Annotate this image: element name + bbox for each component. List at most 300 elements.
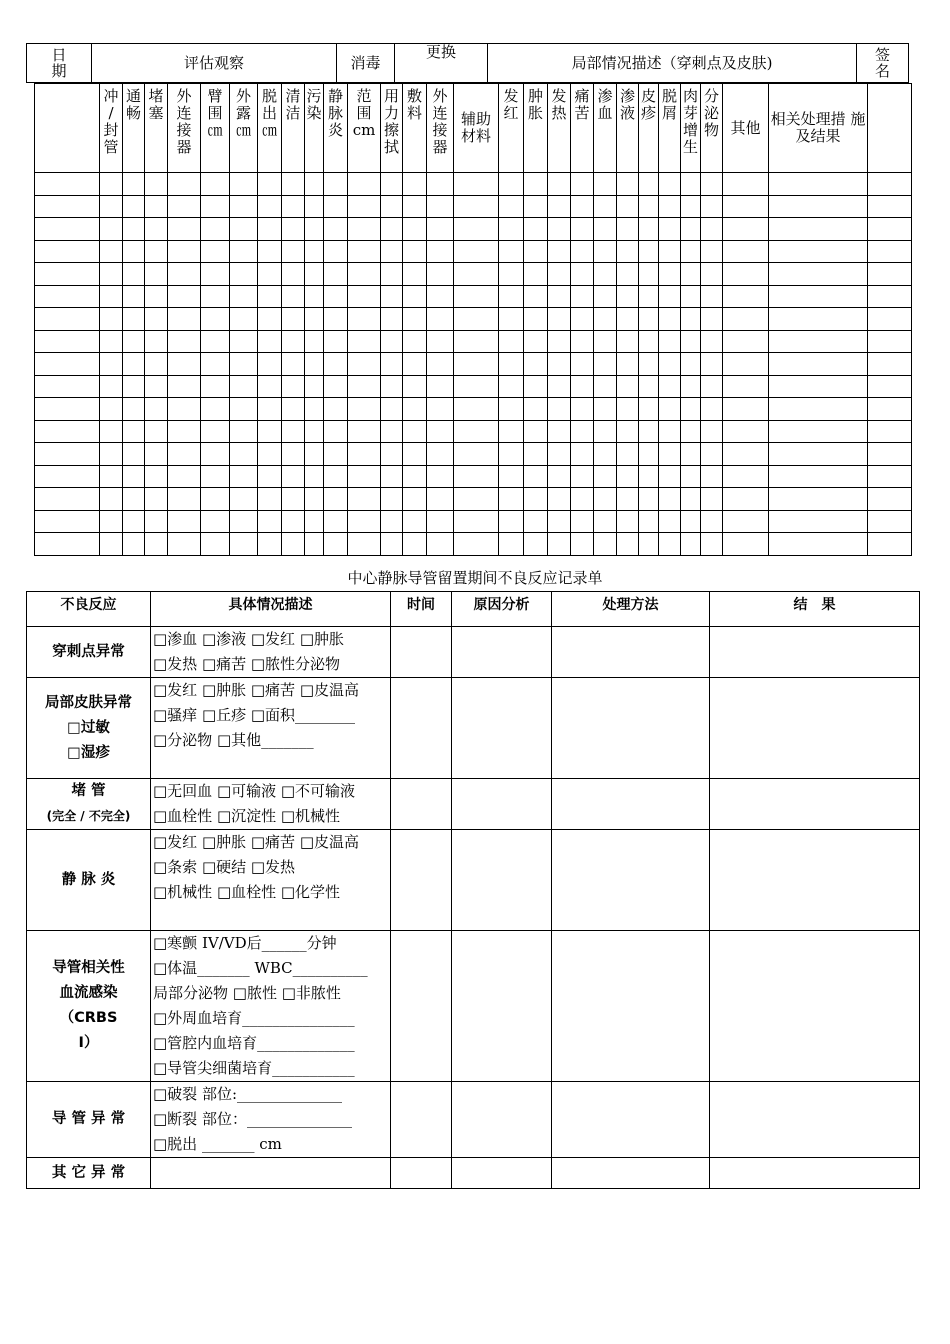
grid-cell[interactable]	[454, 195, 499, 218]
grid-cell[interactable]	[324, 488, 348, 511]
grid-cell[interactable]	[499, 420, 524, 443]
grid-cell[interactable]	[548, 375, 571, 398]
grid-cell[interactable]	[381, 195, 403, 218]
grid-cell[interactable]	[381, 533, 403, 556]
grid-cell[interactable]	[617, 443, 639, 466]
grid-cell[interactable]	[145, 285, 168, 308]
grid-cell[interactable]	[258, 375, 282, 398]
grid-cell[interactable]	[548, 353, 571, 376]
grid-cell[interactable]	[524, 375, 548, 398]
grid-cell[interactable]	[100, 420, 123, 443]
grid-cell[interactable]	[258, 308, 282, 331]
grid-cell[interactable]	[258, 330, 282, 353]
grid-cell[interactable]	[524, 420, 548, 443]
grid-cell[interactable]	[348, 218, 381, 241]
grid-cell[interactable]	[701, 465, 723, 488]
grid-cell[interactable]	[168, 353, 201, 376]
grid-cell[interactable]	[524, 465, 548, 488]
grid-cell[interactable]	[258, 443, 282, 466]
grid-cell[interactable]	[571, 218, 594, 241]
grid-cell[interactable]	[454, 173, 499, 196]
grid-cell[interactable]	[548, 420, 571, 443]
time-cell[interactable]	[391, 830, 452, 931]
grid-cell[interactable]	[548, 218, 571, 241]
grid-cell[interactable]	[282, 330, 305, 353]
grid-cell[interactable]	[594, 375, 617, 398]
grid-cell[interactable]	[282, 510, 305, 533]
grid-cell[interactable]	[100, 443, 123, 466]
grid-cell[interactable]	[769, 465, 868, 488]
grid-cell[interactable]	[659, 330, 681, 353]
grid-cell[interactable]	[305, 173, 324, 196]
grid-cell[interactable]	[681, 308, 701, 331]
grid-cell[interactable]	[230, 420, 258, 443]
grid-cell[interactable]	[617, 330, 639, 353]
grid-cell[interactable]	[524, 533, 548, 556]
grid-cell[interactable]	[381, 488, 403, 511]
grid-cell[interactable]	[681, 465, 701, 488]
checkbox-option-line[interactable]: □骚痒 □丘疹 □面积________	[153, 706, 356, 724]
grid-cell[interactable]	[639, 510, 659, 533]
grid-cell[interactable]	[723, 353, 769, 376]
grid-cell[interactable]	[282, 398, 305, 421]
grid-cell[interactable]	[123, 443, 145, 466]
grid-cell[interactable]	[769, 330, 868, 353]
grid-cell[interactable]	[769, 285, 868, 308]
grid-cell[interactable]	[617, 195, 639, 218]
grid-cell[interactable]	[681, 398, 701, 421]
grid-cell[interactable]	[639, 443, 659, 466]
grid-cell[interactable]	[258, 173, 282, 196]
grid-cell[interactable]	[617, 353, 639, 376]
grid-cell[interactable]	[594, 263, 617, 286]
grid-cell[interactable]	[168, 173, 201, 196]
grid-cell[interactable]	[324, 173, 348, 196]
grid-cell[interactable]	[571, 173, 594, 196]
grid-cell[interactable]	[403, 330, 427, 353]
treatment-cell[interactable]	[552, 931, 710, 1082]
grid-cell[interactable]	[454, 375, 499, 398]
grid-cell[interactable]	[381, 285, 403, 308]
grid-cell[interactable]	[701, 375, 723, 398]
grid-cell[interactable]	[548, 195, 571, 218]
time-cell[interactable]	[391, 1158, 452, 1189]
grid-cell[interactable]	[100, 218, 123, 241]
grid-cell[interactable]	[427, 488, 454, 511]
grid-cell[interactable]	[35, 443, 100, 466]
grid-cell[interactable]	[123, 375, 145, 398]
grid-cell[interactable]	[381, 375, 403, 398]
grid-cell[interactable]	[571, 443, 594, 466]
grid-cell[interactable]	[659, 510, 681, 533]
checkbox-option-line[interactable]: □管腔内血培育_____________	[153, 1034, 355, 1052]
grid-cell[interactable]	[324, 195, 348, 218]
grid-cell[interactable]	[35, 263, 100, 286]
grid-cell[interactable]	[681, 443, 701, 466]
grid-cell[interactable]	[324, 285, 348, 308]
grid-cell[interactable]	[524, 308, 548, 331]
grid-cell[interactable]	[201, 285, 230, 308]
grid-cell[interactable]	[324, 465, 348, 488]
grid-cell[interactable]	[348, 488, 381, 511]
grid-cell[interactable]	[230, 375, 258, 398]
checkbox-option-line[interactable]: □外周血培育_______________	[153, 1009, 355, 1027]
grid-cell[interactable]	[868, 218, 912, 241]
grid-cell[interactable]	[145, 533, 168, 556]
grid-cell[interactable]	[145, 420, 168, 443]
grid-cell[interactable]	[324, 263, 348, 286]
grid-cell[interactable]	[123, 195, 145, 218]
grid-cell[interactable]	[305, 195, 324, 218]
grid-cell[interactable]	[282, 488, 305, 511]
grid-cell[interactable]	[145, 375, 168, 398]
grid-cell[interactable]	[639, 533, 659, 556]
treatment-cell[interactable]	[552, 1158, 710, 1189]
grid-cell[interactable]	[499, 285, 524, 308]
grid-cell[interactable]	[168, 218, 201, 241]
grid-cell[interactable]	[230, 330, 258, 353]
grid-cell[interactable]	[305, 488, 324, 511]
grid-cell[interactable]	[571, 263, 594, 286]
grid-cell[interactable]	[723, 173, 769, 196]
grid-cell[interactable]	[123, 398, 145, 421]
grid-cell[interactable]	[594, 195, 617, 218]
grid-cell[interactable]	[571, 420, 594, 443]
grid-cell[interactable]	[381, 240, 403, 263]
grid-cell[interactable]	[324, 218, 348, 241]
grid-cell[interactable]	[868, 420, 912, 443]
grid-cell[interactable]	[769, 263, 868, 286]
grid-cell[interactable]	[659, 308, 681, 331]
checkbox-option-line[interactable]: □发热 □痛苦 □脓性分泌物	[153, 655, 341, 673]
grid-cell[interactable]	[305, 240, 324, 263]
result-cell[interactable]	[710, 830, 920, 931]
grid-cell[interactable]	[258, 510, 282, 533]
grid-cell[interactable]	[100, 398, 123, 421]
treatment-cell[interactable]	[552, 779, 710, 830]
grid-cell[interactable]	[282, 465, 305, 488]
grid-cell[interactable]	[659, 375, 681, 398]
grid-cell[interactable]	[548, 510, 571, 533]
grid-cell[interactable]	[681, 353, 701, 376]
grid-cell[interactable]	[381, 443, 403, 466]
checkbox-option-line[interactable]: 局部分泌物 □脓性 □非脓性	[153, 984, 341, 1002]
grid-cell[interactable]	[571, 195, 594, 218]
grid-cell[interactable]	[282, 173, 305, 196]
grid-cell[interactable]	[348, 375, 381, 398]
checkbox-option-line[interactable]: □发红 □肿胀 □痛苦 □皮温高	[153, 681, 359, 699]
grid-cell[interactable]	[594, 420, 617, 443]
grid-cell[interactable]	[348, 510, 381, 533]
grid-cell[interactable]	[524, 398, 548, 421]
grid-cell[interactable]	[145, 173, 168, 196]
grid-cell[interactable]	[427, 420, 454, 443]
grid-cell[interactable]	[100, 195, 123, 218]
grid-cell[interactable]	[282, 263, 305, 286]
grid-cell[interactable]	[868, 173, 912, 196]
grid-cell[interactable]	[123, 285, 145, 308]
grid-cell[interactable]	[524, 263, 548, 286]
grid-cell[interactable]	[230, 173, 258, 196]
grid-cell[interactable]	[639, 353, 659, 376]
grid-cell[interactable]	[35, 330, 100, 353]
grid-cell[interactable]	[305, 420, 324, 443]
grid-cell[interactable]	[230, 195, 258, 218]
grid-cell[interactable]	[617, 240, 639, 263]
grid-cell[interactable]	[701, 510, 723, 533]
grid-cell[interactable]	[282, 218, 305, 241]
grid-cell[interactable]	[35, 353, 100, 376]
grid-cell[interactable]	[145, 510, 168, 533]
grid-cell[interactable]	[454, 330, 499, 353]
grid-cell[interactable]	[701, 218, 723, 241]
treatment-cell[interactable]	[552, 830, 710, 931]
grid-cell[interactable]	[659, 443, 681, 466]
grid-cell[interactable]	[454, 420, 499, 443]
grid-cell[interactable]	[524, 353, 548, 376]
grid-cell[interactable]	[35, 375, 100, 398]
grid-cell[interactable]	[348, 195, 381, 218]
grid-cell[interactable]	[201, 308, 230, 331]
checkbox-option-line[interactable]: □脱出 _______ cm	[153, 1135, 282, 1153]
grid-cell[interactable]	[723, 263, 769, 286]
grid-cell[interactable]	[403, 398, 427, 421]
grid-cell[interactable]	[659, 488, 681, 511]
grid-cell[interactable]	[723, 533, 769, 556]
grid-cell[interactable]	[548, 465, 571, 488]
cause-cell[interactable]	[452, 830, 552, 931]
grid-cell[interactable]	[305, 398, 324, 421]
grid-cell[interactable]	[123, 330, 145, 353]
grid-cell[interactable]	[427, 240, 454, 263]
grid-cell[interactable]	[201, 398, 230, 421]
grid-cell[interactable]	[681, 533, 701, 556]
time-cell[interactable]	[391, 627, 452, 678]
grid-cell[interactable]	[769, 488, 868, 511]
grid-cell[interactable]	[230, 285, 258, 308]
grid-cell[interactable]	[305, 218, 324, 241]
grid-cell[interactable]	[123, 173, 145, 196]
grid-cell[interactable]	[769, 353, 868, 376]
grid-cell[interactable]	[230, 488, 258, 511]
grid-cell[interactable]	[681, 420, 701, 443]
grid-cell[interactable]	[100, 465, 123, 488]
grid-cell[interactable]	[123, 353, 145, 376]
grid-cell[interactable]	[258, 398, 282, 421]
grid-cell[interactable]	[617, 375, 639, 398]
cause-cell[interactable]	[452, 931, 552, 1082]
grid-cell[interactable]	[168, 330, 201, 353]
grid-cell[interactable]	[258, 465, 282, 488]
grid-cell[interactable]	[571, 465, 594, 488]
checkbox-option-line[interactable]: □分泌物 □其他_______	[153, 731, 314, 749]
grid-cell[interactable]	[145, 353, 168, 376]
time-cell[interactable]	[391, 931, 452, 1082]
checkbox-option-line[interactable]: □导管尖细菌培育___________	[153, 1059, 355, 1077]
grid-cell[interactable]	[639, 285, 659, 308]
grid-cell[interactable]	[403, 218, 427, 241]
grid-cell[interactable]	[454, 398, 499, 421]
grid-cell[interactable]	[258, 263, 282, 286]
grid-cell[interactable]	[348, 173, 381, 196]
grid-cell[interactable]	[282, 195, 305, 218]
grid-cell[interactable]	[617, 510, 639, 533]
grid-cell[interactable]	[324, 420, 348, 443]
grid-cell[interactable]	[723, 465, 769, 488]
result-cell[interactable]	[710, 627, 920, 678]
grid-cell[interactable]	[723, 420, 769, 443]
grid-cell[interactable]	[201, 330, 230, 353]
grid-cell[interactable]	[35, 240, 100, 263]
grid-cell[interactable]	[123, 420, 145, 443]
grid-cell[interactable]	[427, 353, 454, 376]
grid-cell[interactable]	[571, 375, 594, 398]
grid-cell[interactable]	[659, 420, 681, 443]
grid-cell[interactable]	[617, 465, 639, 488]
grid-cell[interactable]	[201, 533, 230, 556]
grid-cell[interactable]	[639, 488, 659, 511]
grid-cell[interactable]	[594, 443, 617, 466]
grid-cell[interactable]	[123, 465, 145, 488]
grid-cell[interactable]	[403, 263, 427, 286]
grid-cell[interactable]	[454, 443, 499, 466]
grid-cell[interactable]	[100, 353, 123, 376]
grid-cell[interactable]	[454, 240, 499, 263]
grid-cell[interactable]	[381, 510, 403, 533]
checkbox-option-line[interactable]: □机械性 □血栓性 □化学性	[153, 883, 341, 901]
grid-cell[interactable]	[168, 398, 201, 421]
grid-cell[interactable]	[868, 488, 912, 511]
grid-cell[interactable]	[348, 465, 381, 488]
grid-cell[interactable]	[282, 533, 305, 556]
grid-cell[interactable]	[659, 240, 681, 263]
grid-cell[interactable]	[403, 240, 427, 263]
grid-cell[interactable]	[381, 330, 403, 353]
grid-cell[interactable]	[659, 533, 681, 556]
grid-cell[interactable]	[230, 353, 258, 376]
grid-cell[interactable]	[35, 465, 100, 488]
time-cell[interactable]	[391, 1082, 452, 1158]
grid-cell[interactable]	[403, 510, 427, 533]
grid-cell[interactable]	[617, 263, 639, 286]
grid-cell[interactable]	[868, 443, 912, 466]
grid-cell[interactable]	[123, 510, 145, 533]
grid-cell[interactable]	[769, 240, 868, 263]
grid-cell[interactable]	[499, 510, 524, 533]
checkbox-option-line[interactable]: □无回血 □可输液 □不可输液	[153, 782, 356, 800]
grid-cell[interactable]	[571, 398, 594, 421]
grid-cell[interactable]	[681, 488, 701, 511]
grid-cell[interactable]	[659, 218, 681, 241]
grid-cell[interactable]	[701, 285, 723, 308]
grid-cell[interactable]	[348, 353, 381, 376]
grid-cell[interactable]	[324, 375, 348, 398]
grid-cell[interactable]	[701, 330, 723, 353]
grid-cell[interactable]	[681, 263, 701, 286]
grid-cell[interactable]	[868, 263, 912, 286]
grid-cell[interactable]	[524, 218, 548, 241]
grid-cell[interactable]	[35, 285, 100, 308]
grid-cell[interactable]	[617, 285, 639, 308]
grid-cell[interactable]	[305, 375, 324, 398]
grid-cell[interactable]	[571, 240, 594, 263]
grid-cell[interactable]	[617, 173, 639, 196]
result-cell[interactable]	[710, 1082, 920, 1158]
grid-cell[interactable]	[868, 330, 912, 353]
grid-cell[interactable]	[659, 263, 681, 286]
grid-cell[interactable]	[681, 330, 701, 353]
grid-cell[interactable]	[201, 420, 230, 443]
grid-cell[interactable]	[427, 330, 454, 353]
grid-cell[interactable]	[594, 533, 617, 556]
grid-cell[interactable]	[499, 263, 524, 286]
grid-cell[interactable]	[100, 285, 123, 308]
grid-cell[interactable]	[617, 488, 639, 511]
grid-cell[interactable]	[145, 443, 168, 466]
grid-cell[interactable]	[701, 533, 723, 556]
grid-cell[interactable]	[639, 195, 659, 218]
grid-cell[interactable]	[258, 285, 282, 308]
grid-cell[interactable]	[100, 263, 123, 286]
result-cell[interactable]	[710, 678, 920, 779]
grid-cell[interactable]	[201, 488, 230, 511]
grid-cell[interactable]	[258, 218, 282, 241]
grid-cell[interactable]	[769, 218, 868, 241]
grid-cell[interactable]	[100, 240, 123, 263]
grid-cell[interactable]	[201, 173, 230, 196]
grid-cell[interactable]	[571, 285, 594, 308]
grid-cell[interactable]	[403, 420, 427, 443]
grid-cell[interactable]	[145, 195, 168, 218]
grid-cell[interactable]	[701, 443, 723, 466]
grid-cell[interactable]	[639, 465, 659, 488]
grid-cell[interactable]	[168, 443, 201, 466]
grid-cell[interactable]	[35, 218, 100, 241]
grid-cell[interactable]	[868, 240, 912, 263]
grid-cell[interactable]	[381, 263, 403, 286]
grid-cell[interactable]	[868, 195, 912, 218]
grid-cell[interactable]	[594, 173, 617, 196]
grid-cell[interactable]	[723, 308, 769, 331]
grid-cell[interactable]	[571, 353, 594, 376]
grid-cell[interactable]	[427, 285, 454, 308]
grid-cell[interactable]	[548, 533, 571, 556]
grid-cell[interactable]	[548, 488, 571, 511]
grid-cell[interactable]	[769, 173, 868, 196]
grid-cell[interactable]	[594, 398, 617, 421]
grid-cell[interactable]	[548, 398, 571, 421]
cause-cell[interactable]	[452, 1158, 552, 1189]
grid-cell[interactable]	[454, 308, 499, 331]
grid-cell[interactable]	[123, 263, 145, 286]
grid-cell[interactable]	[499, 240, 524, 263]
grid-cell[interactable]	[594, 353, 617, 376]
grid-cell[interactable]	[123, 240, 145, 263]
grid-cell[interactable]	[324, 240, 348, 263]
grid-cell[interactable]	[35, 308, 100, 331]
cause-cell[interactable]	[452, 779, 552, 830]
grid-cell[interactable]	[201, 195, 230, 218]
grid-cell[interactable]	[35, 195, 100, 218]
grid-cell[interactable]	[348, 443, 381, 466]
grid-cell[interactable]	[524, 330, 548, 353]
grid-cell[interactable]	[305, 465, 324, 488]
grid-cell[interactable]	[723, 240, 769, 263]
grid-cell[interactable]	[594, 285, 617, 308]
grid-cell[interactable]	[201, 510, 230, 533]
grid-cell[interactable]	[305, 353, 324, 376]
grid-cell[interactable]	[524, 510, 548, 533]
